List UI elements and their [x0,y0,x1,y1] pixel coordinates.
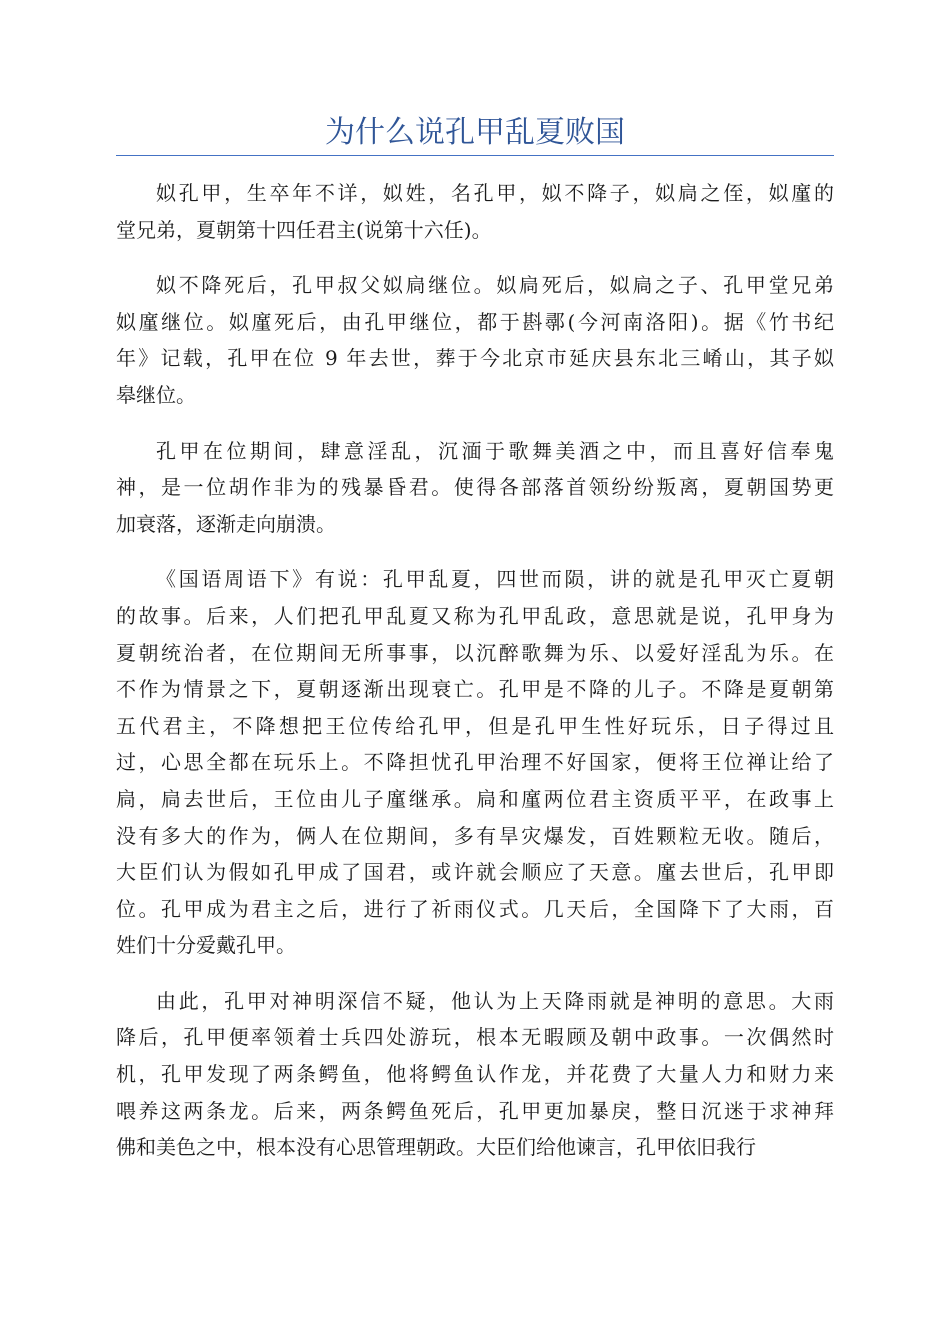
paragraph-line: 姒孔甲，生卒年不详，姒姓，名孔甲，姒不降子，姒扃之侄，姒廑的 [156,181,834,205]
paragraph-line: 夏朝统治者，在位期间无所事事，以沉醉歌舞为乐、以爱好淫乱为乐。在 [116,640,834,665]
paragraph-line: 扃，扃去世后，王位由儿子廑继承。扃和廑两位君主资质平平，在政事上 [116,786,834,811]
paragraph-line: 位。孔甲成为君主之后，进行了祈雨仪式。几天后，全国降下了大雨，百 [116,896,834,921]
paragraph-line: 降后，孔甲便率领着士兵四处游玩，根本无暇顾及朝中政事。一次偶然时 [116,1025,834,1050]
paragraph-line: 姓们十分爱戴孔甲。 [116,933,296,958]
paragraph [116,267,834,413]
paragraph-line: 没有多大的作为，俩人在位期间，多有旱灾爆发，百姓颗粒无收。随后， [116,823,834,848]
paragraph-line: 姒廑继位。姒廑死后，由孔甲继位，都于斟鄩(今河南洛阳)。据《竹书纪 [116,309,834,334]
paragraph-line: 过，心思全都在玩乐上。不降担忧孔甲治理不好国家，便将王位禅让给了 [116,750,834,775]
paragraph-line: 喂养这两条龙。后来，两条鳄鱼死后，孔甲更加暴戾，整日沉迷于求神拜 [116,1098,834,1123]
paragraph-line: 机，孔甲发现了两条鳄鱼，他将鳄鱼认作龙，并花费了大量人力和财力来 [116,1062,834,1087]
paragraph-line: 五代君主，不降想把王位传给孔甲，但是孔甲生性好玩乐，日子得过且 [116,713,834,738]
document-title: 为什么说孔甲乱夏败国 [325,115,625,150]
paragraph-line: 孔甲在位期间，肆意淫乱，沉湎于歌舞美酒之中，而且喜好信奉鬼 [156,438,834,463]
paragraph-line: 神，是一位胡作非为的残暴昏君。使得各部落首领纷纷叛离，夏朝国势更 [116,475,834,500]
paragraph [116,175,834,248]
paragraph [116,433,834,543]
paragraph-line: 堂兄弟，夏朝第十四任君主(说第十六任)。 [116,217,492,242]
document-body [116,175,834,1185]
paragraph-line: 由此，孔甲对神明深信不疑，他认为上天降雨就是神明的意思。大雨 [156,988,834,1013]
paragraph-line: 佛和美色之中，根本没有心思管理朝政。大臣们给他谏言，孔甲依旧我行 [116,1135,756,1160]
title-underline-rule [116,155,834,156]
paragraph-line: 年》记载，孔甲在位 9 年去世，葬于今北京市延庆县东北三崤山，其子姒 [116,346,834,371]
paragraph-line: 加衰落，逐渐走向崩溃。 [116,511,336,536]
paragraph-line: 《国语周语下》有说：孔甲乱夏，四世而陨，讲的就是孔甲灭亡夏朝 [156,567,834,592]
paragraph [116,561,834,964]
paragraph [116,983,834,1166]
paragraph-line: 的故事。后来，人们把孔甲乱夏又称为孔甲乱政，意思就是说，孔甲身为 [116,603,834,628]
paragraph-line: 大臣们认为假如孔甲成了国君，或许就会顺应了天意。廑去世后，孔甲即 [116,860,834,885]
paragraph-line: 姒不降死后，孔甲叔父姒扃继位。姒扃死后，姒扃之子、孔甲堂兄弟 [156,273,834,298]
paragraph-line: 不作为情景之下，夏朝逐渐出现衰亡。孔甲是不降的儿子。不降是夏朝第 [116,677,834,702]
paragraph-line: 皋继位。 [116,382,196,407]
